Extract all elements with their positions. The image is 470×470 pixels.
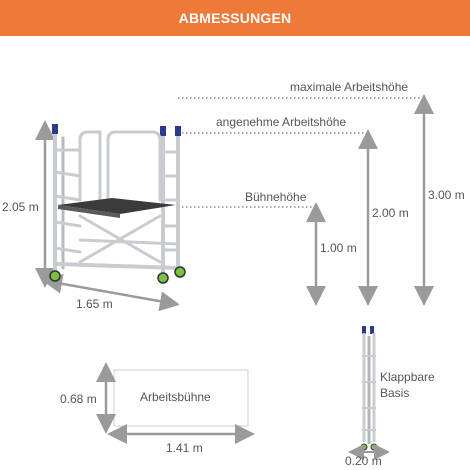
max-height-label: maximale Arbeitshöhe — [290, 80, 409, 94]
scaffold-illustration — [50, 124, 185, 283]
scaffold-height-value: 2.05 m — [2, 200, 39, 214]
folded-width-value: 0.20 m — [345, 454, 382, 468]
platform-depth-value: 0.68 m — [60, 392, 97, 406]
max-height-value: 3.00 m — [428, 188, 465, 202]
platform-height-value: 1.00 m — [320, 241, 357, 255]
folded-base-label-line1: Klappbare — [380, 370, 435, 384]
platform-name-label: Arbeitsbühne — [140, 390, 211, 404]
platform-length-value: 1.41 m — [166, 441, 203, 455]
platform-height-label: Bühnehöhe — [245, 190, 307, 204]
comfort-height-value: 2.00 m — [372, 206, 409, 220]
folded-base-label-line2: Basis — [380, 386, 410, 400]
comfort-height-label: angenehme Arbeitshöhe — [216, 115, 347, 129]
folded-base-illustration — [361, 326, 377, 450]
header-title: ABMESSUNGEN — [178, 10, 292, 26]
scaffold-length-value: 1.65 m — [76, 297, 113, 311]
